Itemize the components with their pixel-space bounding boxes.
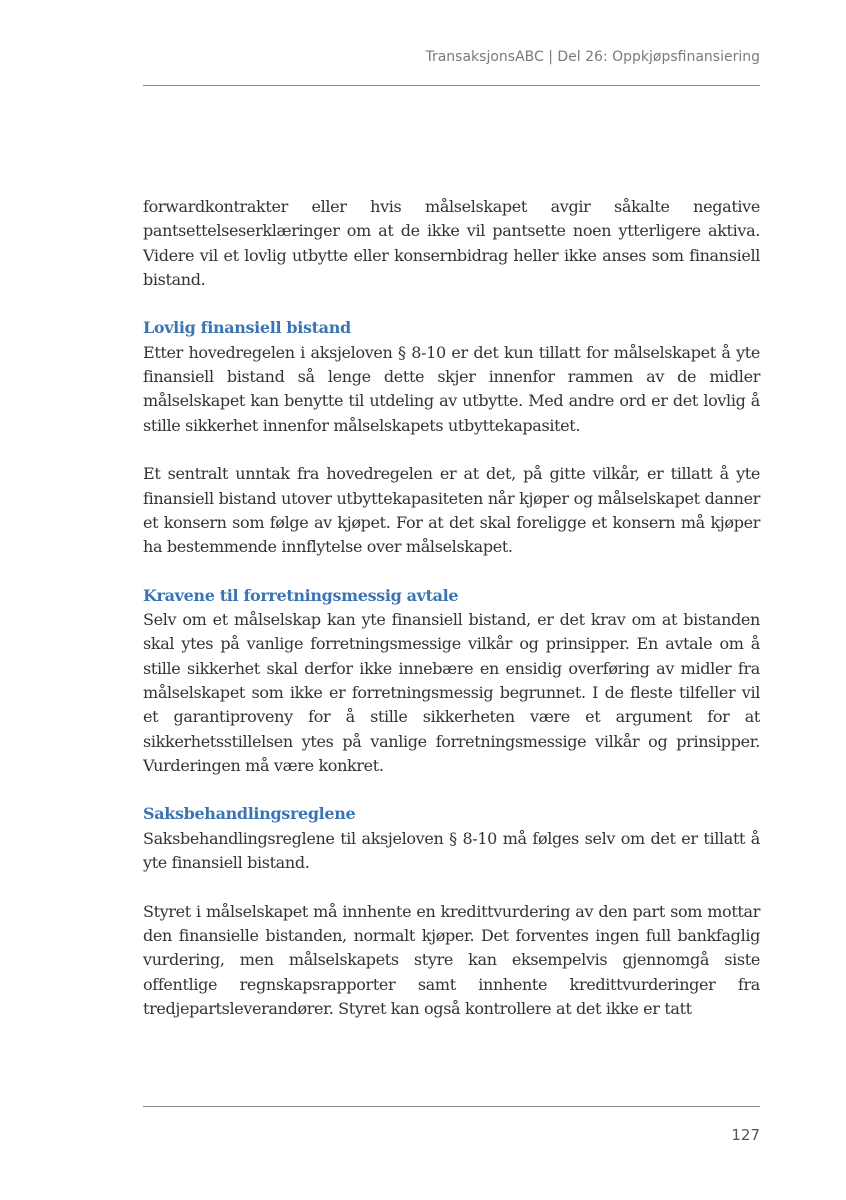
paragraph-continuation: forwardkontrakter eller hvis målselskapet avgir såkalte negative pantsettelseserklæringer om at de ikke vil pantsette noen ytterligere aktiva. Videre vil et lovlig utbytte eller konsernbidrag heller ikke anses som finansiell bistand. [143, 197, 760, 289]
paragraph-saksbehandling: Saksbehandlingsreglene til aksjeloven § 8-10 må følges selv om det er tillatt å yte finansiell bistand. [143, 828, 760, 873]
section-heading-lovlig-finansiell-bistand: Lovlig finansiell bistand [143, 318, 351, 338]
paragraph-unntak: Et sentralt unntak fra hovedregelen er at det, på gitte vilkår, er tillatt å yte finansiell bistand utover utbyttekapasiteten når kjøper og målselskapet danner et konsern som følge av kjøpet. For at det skal foreligge et konsern må kjøper ha bestemmende innflytelse over målselskapet. [143, 464, 760, 557]
paragraph-forretningsmessig: Selv om et målselskap kan yte finansiell bistand, er det krav om at bistanden skal ytes på vanlige forretningsmessige vilkår og prinsipper. En avtale om å stille sikkerhet skal derfor ikke innebære en ensidig overføring av midler fra målselskapet som ikke er forretningsmessig begrunnet. I de fleste tilfeller vil et garantiproveny for å stille sikkerheten være et argument for at sikkerhetsstillelsen ytes på vanlige forretningsmessige vilkår og prinsipper. Vurderingen må være konkret. [143, 610, 760, 775]
header-divider [143, 85, 760, 86]
paragraph-hovedregel: Etter hovedregelen i aksjeloven § 8-10 er det kun tillatt for målselskapet å yte finansiell bistand så lenge dette skjer innenfor rammen av de midler målselskapet kan benytte til utdeling av utbytte. Med andre ord er det lovlig å stille sikkerhet innenfor målselskapets utbyttekapasitet. [143, 342, 760, 435]
footer-divider [143, 1106, 760, 1107]
section-heading-forretningsmessig-avtale: Kravene til forretningsmessig avtale [143, 585, 459, 605]
section-heading-saksbehandlingsreglene: Saksbehandlingsreglene [143, 804, 356, 824]
page-number: 127 [731, 1126, 760, 1144]
running-header: TransaksjonsABC | Del 26: Oppkjøpsfinansiering [425, 49, 760, 65]
page-body [143, 195, 760, 1021]
paragraph-kredittvurdering: Styret i målselskapet må innhente en kredittvurdering av den part som mottar den finansielle bistanden, normalt kjøper. Det forventes ingen full bankfaglig vurdering, men målselskapets styre kan eksempelvis gjennomgå siste offentlige regnskapsrapporter samt innhente kredittvurderinger fra tredjepartsleverandører. Styret kan også kontrollere at det ikke er tatt [143, 901, 760, 1018]
